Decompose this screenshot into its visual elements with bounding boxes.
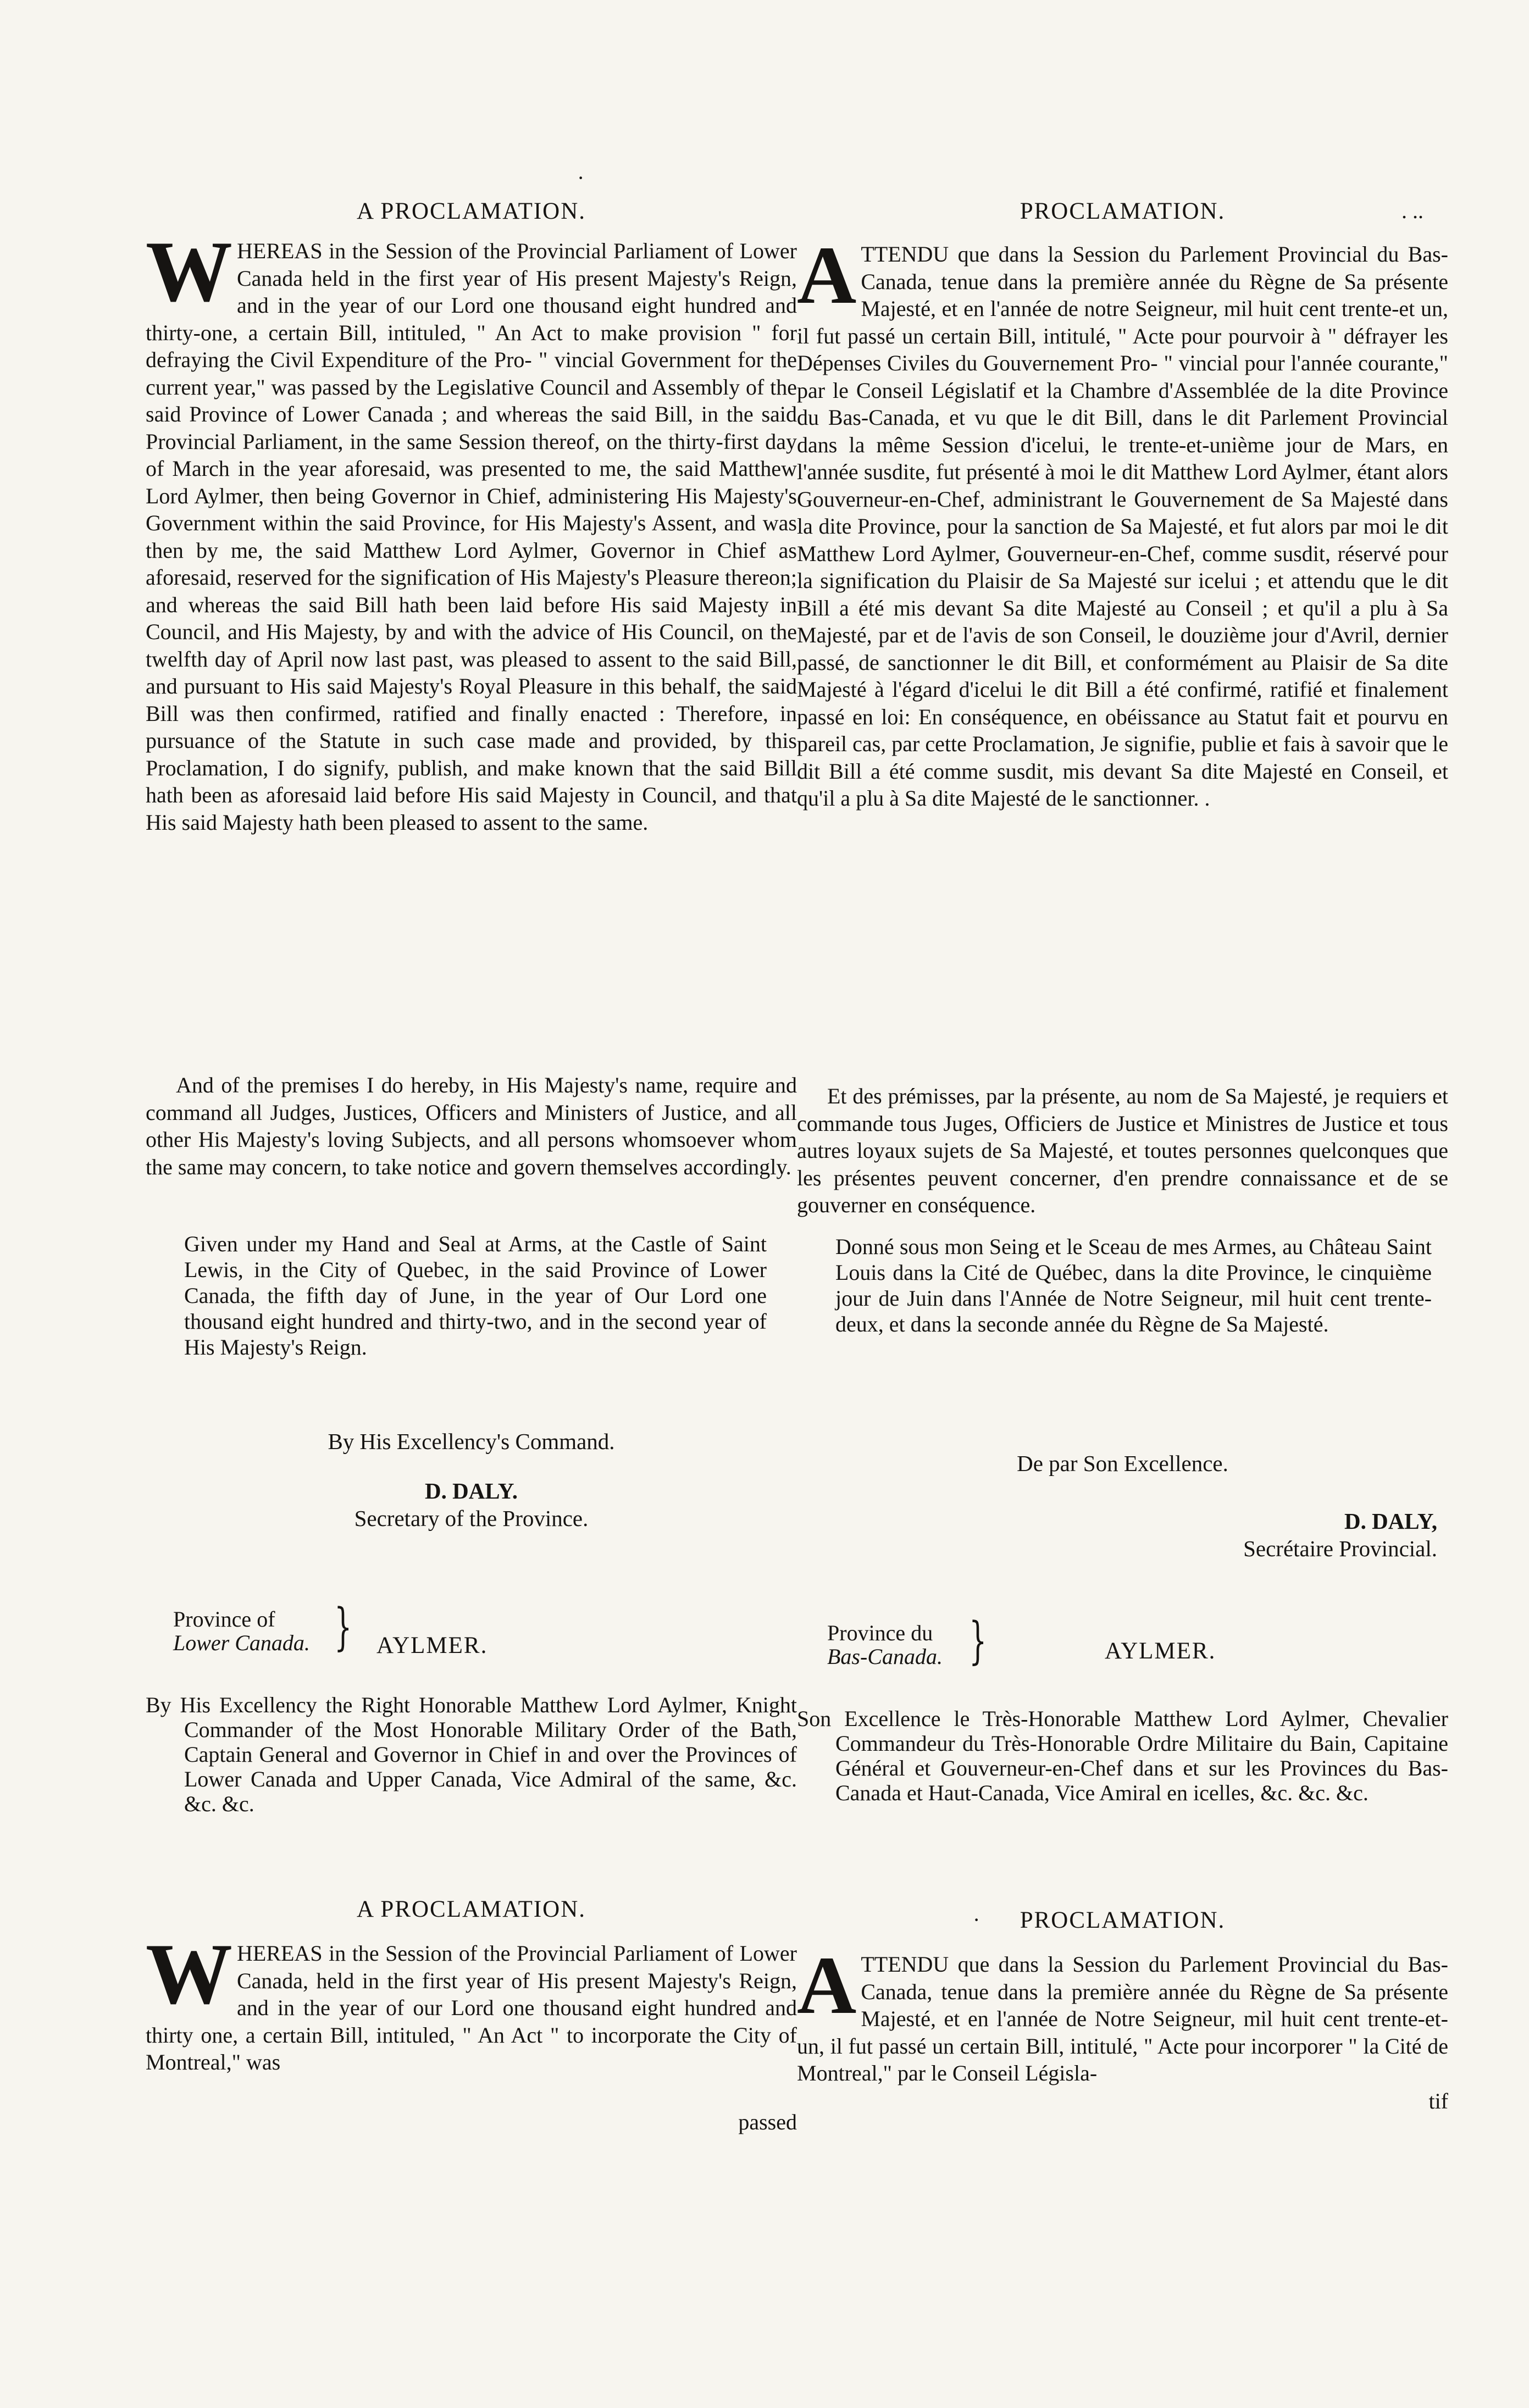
french-aylmer: AYLMER. [1105,1638,1216,1664]
french-command: Et des prémisses, par la présente, au nom de Sa Majesté, je requiers et commande tous Juges, Officiers de Justice et Ministres de Justice et tous autres loyaux sujets de Sa Majesté, et toutes personnes quelconques que les présentes peuvent concerner, d'en prendre connaissance et de se gouverner en conséquence. [797,1084,1448,1217]
english-title-1: A PROCLAMATION. [356,198,586,224]
english-command: And of the premises I do hereby, in His Majesty's name, require and command all Judges, Justices, Officers and Ministers of Justice, and all other His Majesty's loving Subjects, and all persons whomsoever whom the same may concern, to take notice and govern themselves accordingly. [146,1073,797,1179]
english-excellency-style [146,1693,797,1816]
french-title-dots: . .. [1401,198,1423,223]
french-drop-cap-2: A [797,1940,857,2031]
english-province-line1: Province of [173,1607,275,1632]
french-drop-cap-1: A [797,230,857,321]
english-drop-cap-1: W [146,224,232,320]
french-province-brace: } [969,1611,987,1670]
english-aylmer: AYLMER. [376,1633,488,1658]
french-second-text: TTENDU que dans la Session du Parlement Provincial du Bas-Canada, tenue dans la première année du Règne de Sa présente Majesté, et en l'année de Notre Seigneur, mil huit cent trente-et-un, il fut passé un certain Bill, intitulé, " Acte pour incorporer " la Cité de Montreal," par le Conseil Législa- [797,1952,1448,2085]
french-province-line2: Bas-Canada. [827,1644,943,1669]
french-second-preamble [797,1940,1448,2087]
english-second-preamble [146,1926,797,2076]
english-given-under: Given under my Hand and Seal at Arms, at the Castle of Saint Lewis, in the City of Quebec, in the said Province of Lower Canada, the fifth day of June, in the year of Our Lord one thousand eight hundred and thirty-two, and in the second year of His Majesty's Reign. [184,1231,767,1360]
english-province-line2: Lower Canada. [173,1630,310,1655]
french-excellency-style [797,1706,1448,1805]
english-excellency-text: By His Excellency the Right Honorable Matthew Lord Aylmer, Knight Commander of the Most Honorable Military Order of the Bath, Captain General and Governor in Chief in and over the Provinces of Lower Canada and Upper Canada, Vice Admiral of the same, &c. &c. &c. [146,1693,797,1816]
english-drop-cap-2: W [146,1926,232,2022]
english-signature: D. DALY. [424,1478,518,1503]
english-preamble-text: HEREAS in the Session of the Provincial Parliament of Lower Canada held in the first year of His present Majesty's Reign, and in the year of our Lord one thousand eight hundred and thirty-one, a certain Bill, intituled, " An Act to make provision " for defraying the Civil Expenditure of the Pro- " vincial Government for the current year," was passed by the Legislative Council and Assembly of the said Province of Lower Canada ; and whereas the said Bill, in the said Provincial Parliament, in the same Session thereof, on the thirty-first day of March in the year aforesaid, was presented to me, the said Matthew Lord Aylmer, then being Governor in Chief, administering His Majesty's Government within the said Province, for His Majesty's Assent, and was then by me, the said Matthew Lord Aylmer, Governor in Chief as aforesaid, reserved for the signification of His Majesty's Pleasure thereon; and whereas the said Bill hath been laid before His said Majesty in Council, and His Majesty, by and with the advice of His Council, on the twelfth day of April now last past, was pleased to assent to the said Bill, and pursuant to His said Majesty's Royal Pleasure in this behalf, the said Bill was then confirmed, ratified and finally enacted : Therefore, in pursuance of the Statute in such case made and provided, by this Proclamation, I do signify, publish, and make known that the said Bill hath been as aforesaid laid before His said Majesty in Council, and that His said Majesty hath been pleased to assent to the same. [146,238,797,835]
english-preamble [146,224,797,836]
french-excellency-text: Son Excellence le Très-Honorable Matthew Lord Aylmer, Chevalier Commandeur du Très-Honorable Ordre Militaire du Bain, Capitaine Général et Gouverneur-en-Chef dans et sur les Provinces du Bas-Canada et Haut-Canada, Vice Amiral en icelles, &c. &c. &c. [797,1706,1448,1805]
french-province-line1: Province du [827,1621,933,1645]
english-province-brace: } [334,1597,352,1656]
french-preamble [797,230,1448,812]
french-by-command: De par Son Excellence. [1017,1451,1228,1476]
english-second-text: HEREAS in the Session of the Provincial Parliament of Lower Canada, held in the first year of His present Majesty's Reign, and in the year of our Lord one thousand eight hundred and thirty one, a certain Bill, intituled, " An Act " to incorporate the City of Montreal," was [146,1941,797,2074]
french-secretary: Secrétaire Provincial. [1243,1536,1437,1561]
french-catchword: tif [1428,2089,1448,2113]
english-secretary: Secretary of the Province. [354,1506,589,1531]
english-by-command: By His Excellency's Command. [328,1429,615,1454]
french-given-under: Donné sous mon Seing et le Sceau de mes Armes, au Château Saint Louis dans la Cité de Québec, dans la dite Province, le cinquième jour de Juin dans l'Année de Notre Seigneur, mil huit cent trente-deux, et dans la seconde année du Règne de Sa Majesté. [835,1234,1432,1336]
french-title-2: PROCLAMATION. [1020,1907,1226,1933]
french-province-label [827,1621,943,1668]
top-dot-mark: · [577,165,585,190]
french-title-1: PROCLAMATION. [1020,198,1226,224]
french-signature: D. DALY, [1344,1508,1437,1534]
french-title-2-dot: · [973,1907,980,1932]
english-province-label [173,1607,310,1655]
english-catchword: passed [738,2110,797,2134]
french-preamble-text: TTENDU que dans la Session du Parlement Provincial du Bas-Canada, tenue dans la première année du Règne de Sa présente Majesté, et en l'année de notre Seigneur, mil huit cent trente-et un, il fut passé un certain Bill, intitulé, " Acte pour pourvoir à " défrayer les Dépenses Civiles du Gouvernement Pro- " vincial pour l'année courante," par le Conseil Législatif et la Chambre d'Assemblée de la dite Province du Bas-Canada, et vu que le dit Bill, dans le dit Parlement Provincial dans la même Session d'icelui, le trente-et-unième jour de Mars, en l'année susdite, fut présenté à moi le dit Matthew Lord Aylmer, étant alors Gouverneur-en-Chef, administrant le Gouvernement de Sa Majesté dans la dite Province, pour la sanction de Sa Majesté, et fut alors par moi le dit Matthew Lord Aylmer, Gouverneur-en-Chef, comme susdit, réservé pour la signification du Plaisir de Sa Majesté sur icelui ; et attendu que le dit Bill a été mis devant Sa dite Majesté au Conseil ; et qu'il a plu à Sa Majesté, par et de l'avis de son Conseil, le douzième jour d'Avril, dernier passé, de sanctionner le dit Bill, et conformément au Plaisir de Sa dite Majesté à l'égard d'icelui le dit Bill a été confirmé, ratifié et finalement passé en loi: En conséquence, en obéissance au Statut fait et pourvu en pareil cas, par cette Proclamation, Je signifie, publie et fais à savoir que le dit Bill a été comme susdit, mis devant Sa dite Majesté en Conseil, et qu'il a plu à Sa dite Majesté de le sanctionner. . [797,242,1448,811]
english-title-2: A PROCLAMATION. [356,1896,586,1922]
